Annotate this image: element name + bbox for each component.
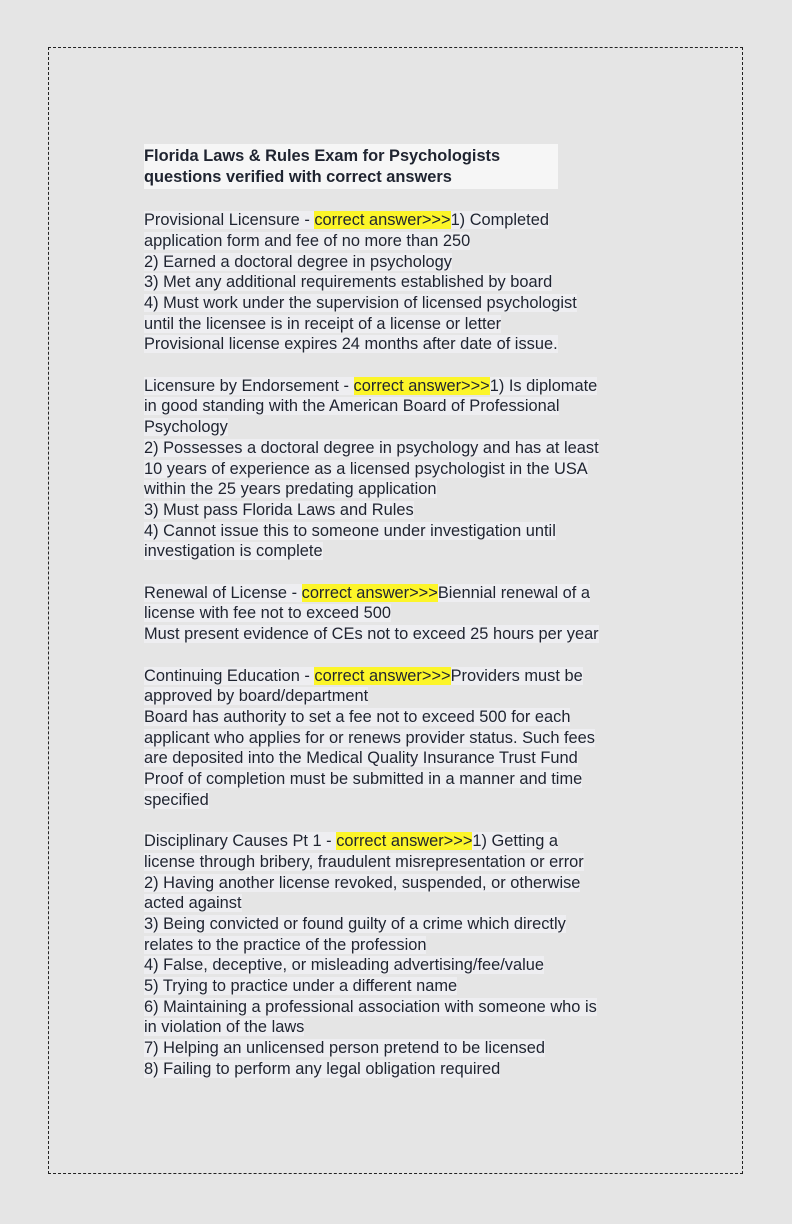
question-term: Provisional Licensure -: [144, 211, 315, 230]
answer-line-text: 4) False, deceptive, or misleading advertising/fee/value: [144, 956, 544, 975]
answer-line: [144, 914, 649, 935]
answer-line-text: Psychology: [144, 418, 228, 437]
answer-line-text: within the 25 years predating application: [144, 480, 437, 499]
answer-line-text: specified: [144, 790, 209, 809]
answer-line: [144, 707, 649, 728]
answer-line: [144, 459, 649, 480]
answer-line-text: 7) Helping an unlicensed person pretend to be licensed: [144, 1039, 545, 1058]
answer-line-text: 4) Cannot issue this to someone under investigation until: [144, 521, 556, 540]
question-line: [144, 376, 649, 397]
answer-line-text: 5) Trying to practice under a different name: [144, 977, 458, 996]
answer-line: [144, 686, 649, 707]
answer-text: Biennial renewal of a: [437, 583, 590, 602]
answer-line: [144, 873, 649, 894]
question-term: Continuing Education -: [144, 666, 315, 685]
answer-line: [144, 272, 649, 293]
question-line: [144, 210, 649, 231]
answer-line: [144, 438, 649, 459]
answer-line: [144, 955, 649, 976]
question-term: Licensure by Endorsement -: [144, 376, 354, 395]
answer-line-text: acted against: [144, 894, 242, 913]
answer-line: [144, 500, 649, 521]
answer-line-text: 3) Met any additional requirements established by board: [144, 273, 553, 292]
answer-marker: correct answer>>>: [314, 666, 451, 685]
question-term: Renewal of License -: [144, 583, 302, 602]
answer-line: [144, 334, 649, 355]
answer-line-text: 2) Possesses a doctoral degree in psychology and has at least: [144, 438, 599, 457]
answer-line: [144, 624, 649, 645]
answer-line: [144, 935, 649, 956]
answer-line: [144, 417, 649, 438]
answer-line: [144, 396, 649, 417]
answer-line: [144, 976, 649, 997]
answer-line: [144, 790, 649, 811]
answer-line: [144, 997, 649, 1018]
answer-line: [144, 231, 649, 252]
qa-section: [144, 376, 649, 562]
answer-line-text: Proof of completion must be submitted in a manner and time: [144, 770, 583, 789]
title-line-1: Florida Laws & Rules Exam for Psychologists: [144, 147, 501, 165]
answer-line-text: 4) Must work under the supervision of licensed psychologist: [144, 293, 577, 312]
answer-line-text: in good standing with the American Board of Professional: [144, 397, 560, 416]
answer-line: [144, 603, 649, 624]
answer-line-text: 3) Must pass Florida Laws and Rules: [144, 500, 414, 519]
answer-text: 1) Is diplomate: [489, 376, 598, 395]
qa-sections: [144, 210, 649, 1079]
question-term: Disciplinary Causes Pt 1 -: [144, 832, 337, 851]
answer-line: [144, 1059, 649, 1080]
answer-line: [144, 252, 649, 273]
answer-line-text: relates to the practice of the profession: [144, 935, 427, 954]
answer-line-text: application form and fee of no more than 250: [144, 231, 471, 250]
qa-section: [144, 583, 649, 645]
answer-line: [144, 314, 649, 335]
answer-line-text: Must present evidence of CEs not to exceed 25 hours per year: [144, 625, 599, 644]
title-line-2: questions verified with correct answers: [144, 167, 452, 186]
answer-line: [144, 728, 649, 749]
answer-line: [144, 893, 649, 914]
document-title: [144, 144, 558, 189]
answer-line-text: Provisional license expires 24 months after date of issue.: [144, 335, 558, 354]
answer-line-text: 8) Failing to perform any legal obligation required: [144, 1059, 501, 1078]
answer-line: [144, 479, 649, 500]
answer-marker: correct answer>>>: [336, 832, 473, 851]
answer-line-text: approved by board/department: [144, 687, 369, 706]
answer-line-text: 6) Maintaining a professional association with someone who is: [144, 997, 597, 1016]
answer-line-text: license with fee not to exceed 500: [144, 604, 391, 623]
answer-marker: correct answer>>>: [353, 376, 490, 395]
answer-line: [144, 541, 649, 562]
answer-line: [144, 769, 649, 790]
answer-line: [144, 293, 649, 314]
answer-line-text: are deposited into the Medical Quality Insurance Trust Fund: [144, 749, 578, 768]
answer-line: [144, 1017, 649, 1038]
answer-marker: correct answer>>>: [314, 211, 451, 230]
answer-line-text: applicant who applies for or renews provider status. Such fees: [144, 728, 595, 747]
answer-text: Providers must be: [450, 666, 583, 685]
qa-section: [144, 831, 649, 1079]
question-line: [144, 583, 649, 604]
qa-section: [144, 210, 649, 355]
answer-line-text: license through bribery, fraudulent misrepresentation or error: [144, 852, 584, 871]
qa-section: [144, 666, 649, 811]
answer-line-text: 2) Having another license revoked, suspended, or otherwise: [144, 873, 581, 892]
answer-line-text: 2) Earned a doctoral degree in psychology: [144, 252, 452, 271]
answer-line-text: 3) Being convicted or found guilty of a crime which directly: [144, 914, 566, 933]
answer-line-text: 10 years of experience as a licensed psychologist in the USA: [144, 459, 588, 478]
answer-line: [144, 521, 649, 542]
answer-text: 1) Getting a: [472, 832, 559, 851]
answer-line: [144, 1038, 649, 1059]
answer-line: [144, 852, 649, 873]
answer-line: [144, 748, 649, 769]
answer-marker: correct answer>>>: [301, 583, 438, 602]
answer-line-text: Board has authority to set a fee not to exceed 500 for each: [144, 707, 571, 726]
answer-line-text: investigation is complete: [144, 542, 323, 561]
answer-text: 1) Completed: [450, 211, 549, 230]
document-content: [144, 144, 649, 1080]
answer-line-text: until the licensee is in receipt of a license or letter: [144, 314, 502, 333]
answer-line-text: in violation of the laws: [144, 1018, 305, 1037]
question-line: [144, 831, 649, 852]
question-line: [144, 666, 649, 687]
